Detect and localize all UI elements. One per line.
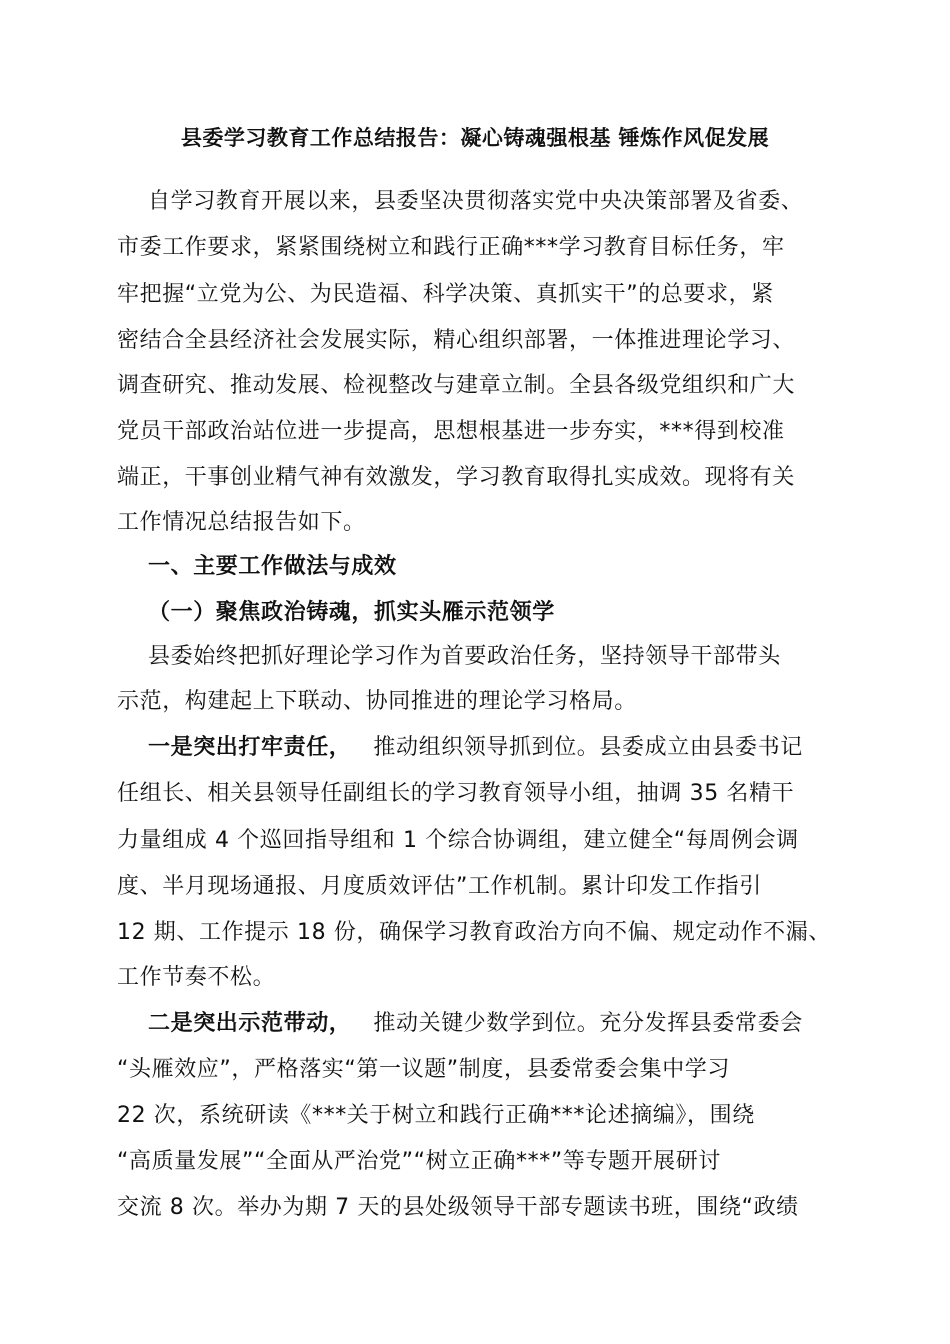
intro-line: 自学习教育开展以来，县委坚决贯彻落实党中央决策部署及省委、 xyxy=(148,189,804,214)
body-line: 22 次，系统研读《***关于树立和践行正确***论述摘编》，围绕 xyxy=(117,1103,755,1128)
body-line: 县委始终把抓好理论学习作为首要政治任务，坚持领导干部带头 xyxy=(148,644,781,669)
body-line: 度、半月现场通报、月度质效评估”工作机制。累计印发工作指引 xyxy=(117,874,762,899)
section-heading: 一、主要工作做法与成效 xyxy=(148,554,397,579)
body-line: “高质量发展”“全面从严治党”“树立正确***”等专题开展研讨 xyxy=(117,1149,721,1174)
intro-line: 工作情况总结报告如下。 xyxy=(117,510,366,535)
body-line: 交流 8 次。举办为期 7 天的县处级领导干部专题读书班，围绕“政绩 xyxy=(117,1195,799,1220)
intro-line: 市委工作要求，紧紧围绕树立和践行正确***学习教育目标任务，牢 xyxy=(117,235,785,260)
body-line xyxy=(148,733,803,763)
body-line: 工作节奏不松。 xyxy=(117,965,276,990)
point-text: 推动组织领导抓到位。县委成立由县委书记 xyxy=(373,735,803,760)
body-line xyxy=(148,1009,803,1039)
subsection-heading: （一）聚焦政治铸魂，抓实头雁示范领学 xyxy=(148,600,555,625)
point-text: 推动关键少数学到位。充分发挥县委常委会 xyxy=(373,1011,803,1036)
body-line: 12 期、工作提示 18 份，确保学习教育政治方向不偏、规定动作不漏、 xyxy=(117,920,831,945)
intro-line: 端正，干事创业精气神有效激发，学习教育取得扎实成效。现将有关 xyxy=(117,465,796,490)
intro-line: 党员干部政治站位进一步提高，思想根基进一步夯实，***得到校准 xyxy=(117,419,785,444)
intro-line: 牢把握“立党为公、为民造福、科学决策、真抓实干”的总要求，紧 xyxy=(117,282,774,307)
intro-line: 调查研究、推动发展、检视整改与建章立制。全县各级党组织和广大 xyxy=(117,373,796,398)
point-lead: 二是突出示范带动， xyxy=(148,1011,352,1036)
point-lead: 一是突出打牢责任， xyxy=(148,735,352,760)
document-title: 县委学习教育工作总结报告：凝心铸魂强根基 锤炼作风促发展 xyxy=(180,126,770,150)
body-line: 力量组成 4 个巡回指导组和 1 个综合协调组，建立健全“每周例会调 xyxy=(117,828,799,853)
body-line: 任组长、相关县领导任副组长的学习教育领导小组，抽调 35 名精干 xyxy=(117,781,795,806)
body-line: 示范，构建起上下联动、协同推进的理论学习格局。 xyxy=(117,689,637,714)
body-line: “头雁效应”，严格落实“第一议题”制度，县委常委会集中学习 xyxy=(117,1057,730,1082)
intro-line: 密结合全县经济社会发展实际，精心组织部署，一体推进理论学习、 xyxy=(117,328,796,353)
